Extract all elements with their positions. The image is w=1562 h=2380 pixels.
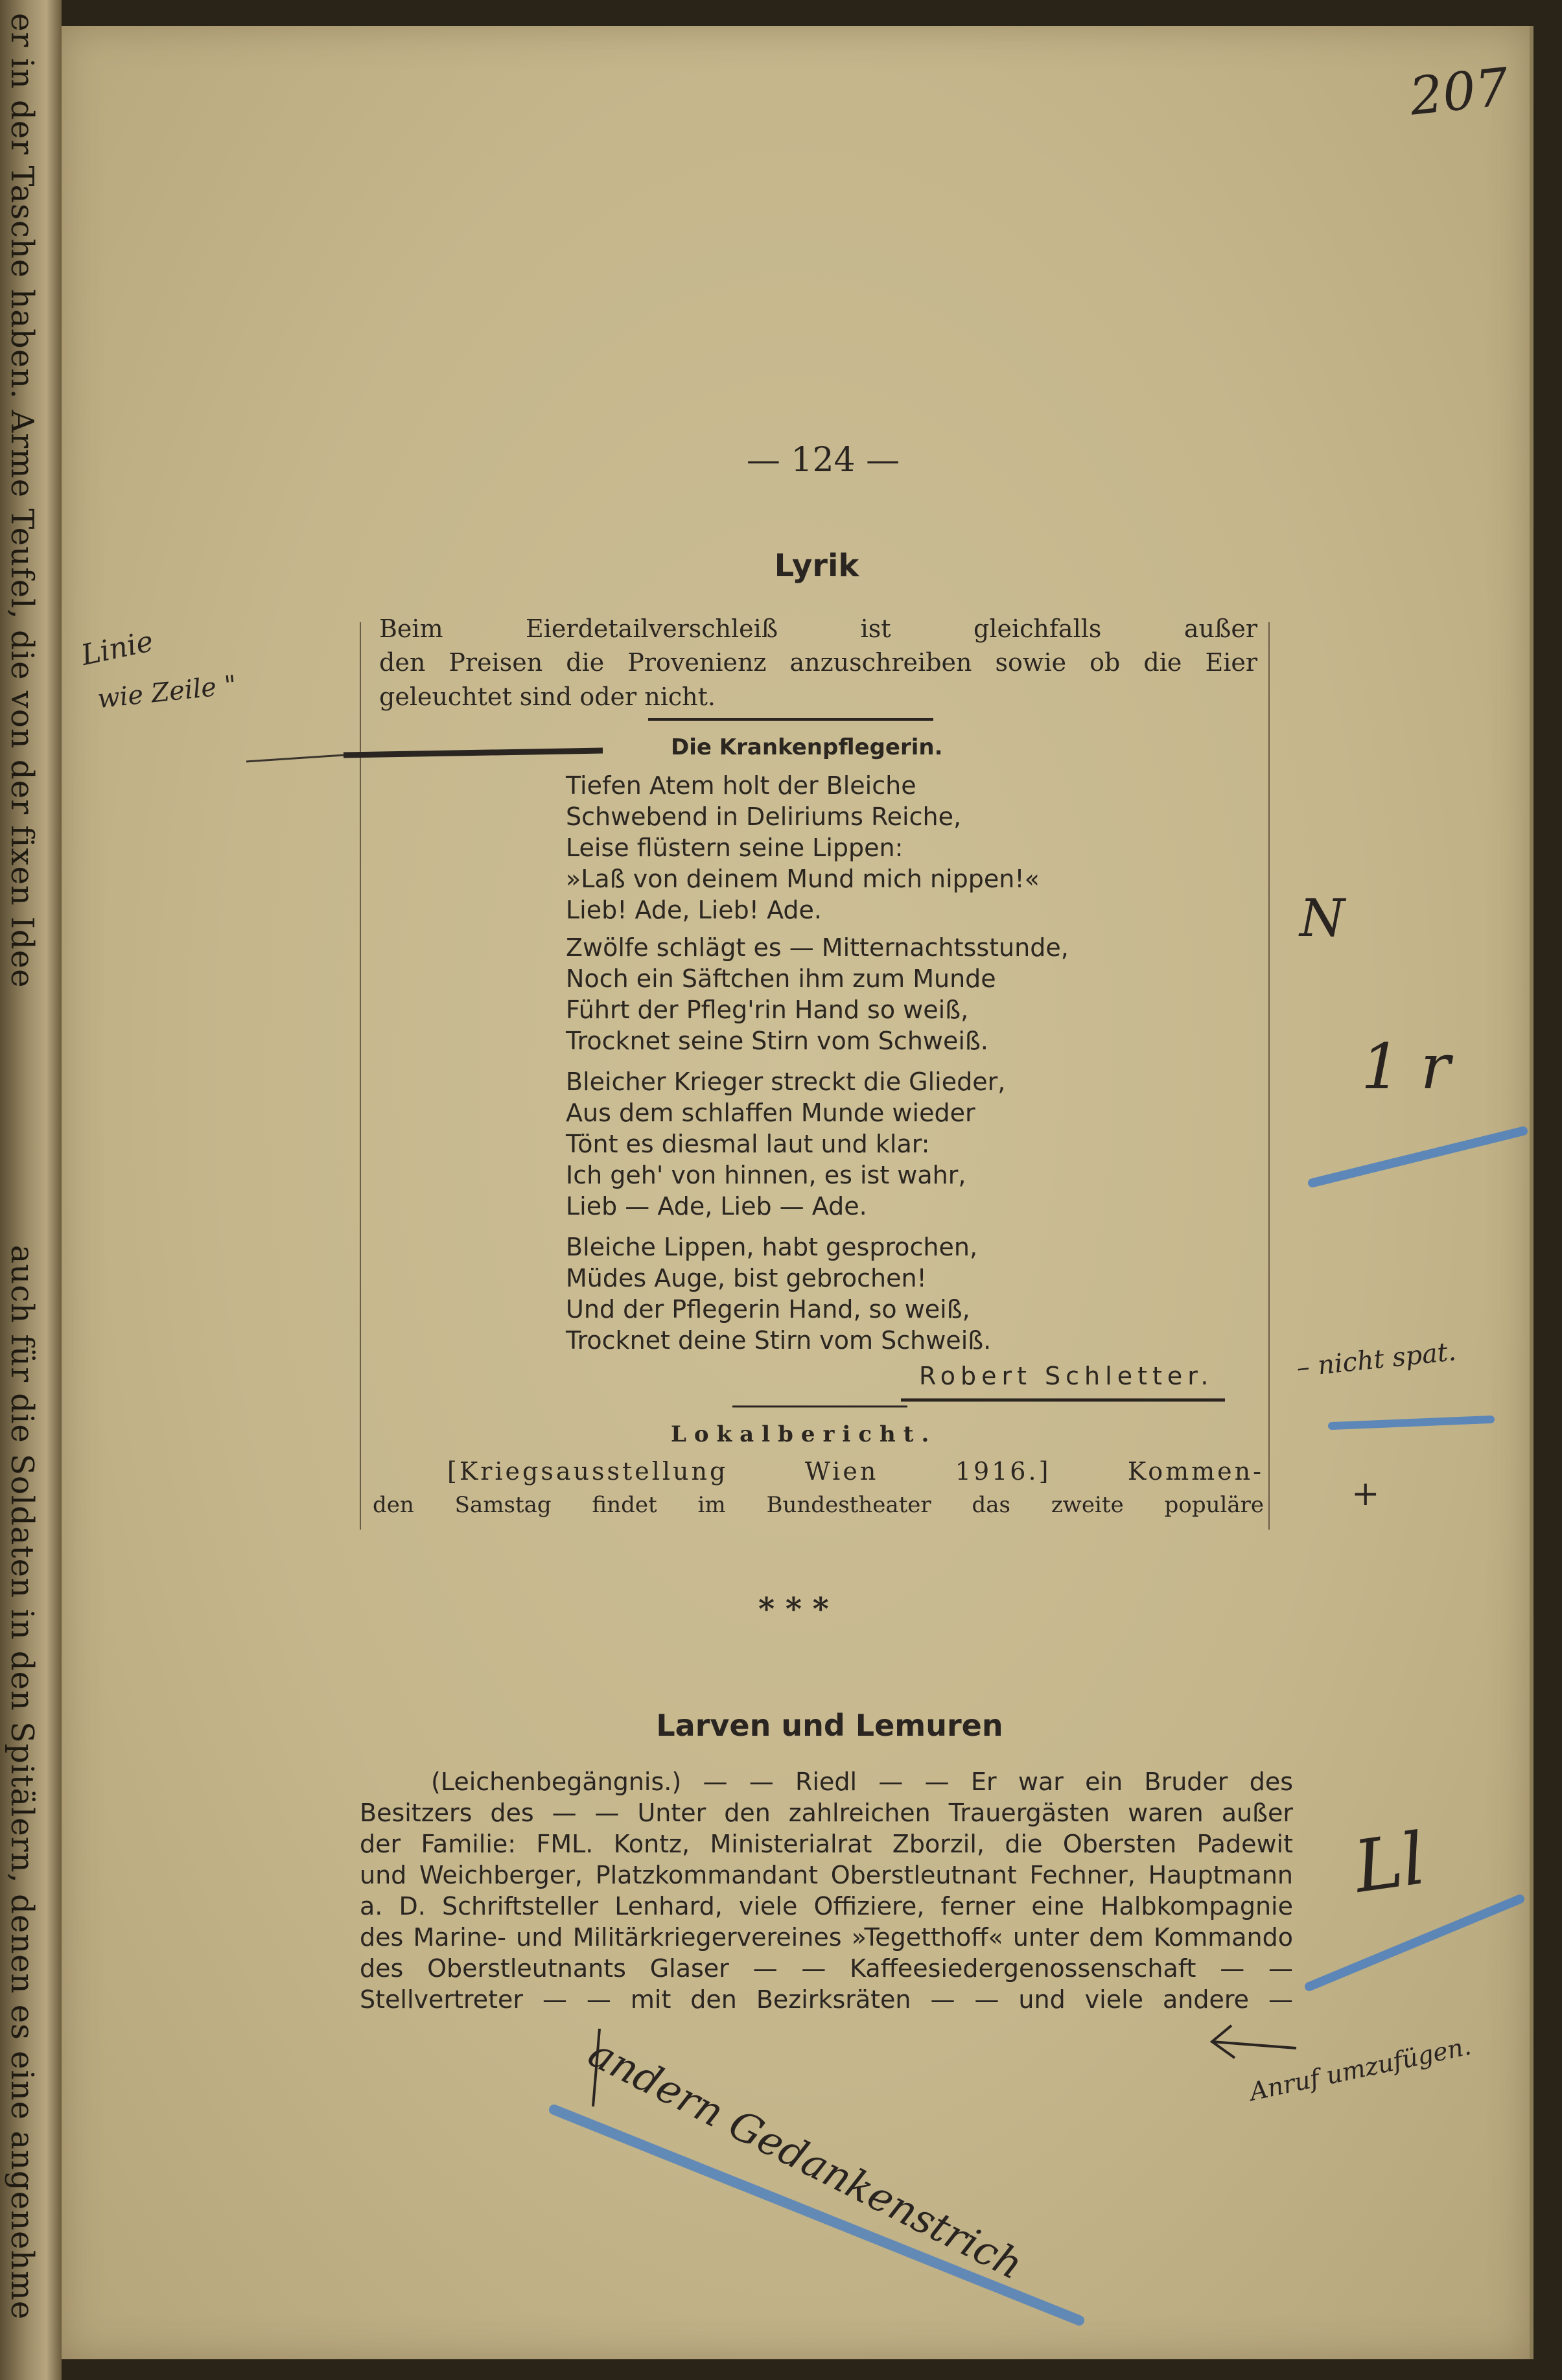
section-title-lyrik: Lyrik (774, 548, 859, 584)
section-divider-stars: * * * (758, 1591, 829, 1628)
ink-arrow (1212, 2025, 1296, 2058)
intro-line-3: geleuchtet sind oder nicht. (379, 682, 716, 711)
lokalbericht-title: Lokalbericht. (671, 1421, 937, 1447)
larven-line: Besitzers des — — Unter den zahlreichen Trauergästen waren außer (360, 1799, 1293, 1827)
lokalbericht-line-1: [Kriegsausstellung Wien 1916.] Kommen- (447, 1457, 1264, 1486)
poem-line: Schwebend in Deliriums Reiche, (566, 802, 962, 831)
larven-line: des Marine- und Militärkriegervereines »Tegetthoff« unter dem Kommando (360, 1923, 1293, 1952)
diagonal-note-gedankenstrich: andern Gedankenstrich (581, 2029, 1031, 2289)
lokalbericht-line-2: den Samstag findet im Bundestheater das zweite populäre (373, 1492, 1264, 1518)
poem-line: Leise flüstern seine Lippen: (566, 834, 903, 862)
larven-line: des Oberstleutnants Glaser — — Kaffeesiedergenossenschaft — — (360, 1954, 1293, 1983)
poem-line: Bleicher Krieger streckt die Glieder, (566, 1068, 1006, 1096)
poem-line: Bleiche Lippen, habt gesprochen, (566, 1233, 978, 1261)
poem-line: Und der Pflegerin Hand, so weiß, (566, 1295, 970, 1324)
larven-line: und Weichberger, Platzkommandant Oberstleutnant Fechner, Hauptmann (360, 1861, 1293, 1889)
margin-mark-n: N (1300, 888, 1345, 948)
poem-line: Ich geh' von hinnen, es ist wahr, (566, 1161, 966, 1189)
blue-pencil-mark-2 (1332, 1419, 1491, 1426)
blue-pencil-mark-1 (1312, 1131, 1523, 1183)
blue-pencil-mark-diagonal (554, 2110, 1079, 2320)
poem-line: »Laß von deinem Mund mich nippen!« (566, 865, 1040, 893)
poem-line: Tönt es diesmal laut und klar: (566, 1130, 930, 1158)
intro-line-1: Beim Eierdetailverschleiß ist gleichfalls außer (379, 614, 1257, 643)
poem-line: Tiefen Atem holt der Bleiche (566, 771, 916, 800)
poem-line: Lieb! Ade, Lieb! Ade. (566, 896, 822, 924)
poem-line: Noch ein Säftchen ihm zum Munde (566, 964, 996, 993)
ink-vertical-stroke (593, 2029, 600, 2106)
poem-line: Führt der Pfleg'rin Hand so weiß, (566, 996, 969, 1024)
poem-line: Lieb — Ade, Lieb — Ade. (566, 1192, 867, 1220)
page-number: — 124 — (746, 441, 900, 480)
larven-line: der Familie: FML. Kontz, Ministerialrat Zborzil, die Obersten Padewit (360, 1830, 1293, 1858)
poem-title: Die Krankenpflegerin. (671, 734, 943, 760)
poem-line: Aus dem schlaffen Munde wieder (566, 1099, 975, 1127)
spine-text-bottom: auch für die Soldaten in den Spitälern, denen es eine angenehme (4, 1244, 40, 2320)
poem-line: Zwölfe schlägt es — Mitternachtsstunde, (566, 933, 1069, 962)
margin-note-linie: Linie (78, 624, 156, 673)
margin-note-anruf: Anruf umzufügen. (1247, 2031, 1474, 2106)
intro-line-2: den Preisen die Provenienz anzuschreiben sowie ob die Eier (379, 648, 1257, 677)
larven-line: a. D. Schriftsteller Lenhard, viele Offiziere, ferner eine Halbkompagnie (360, 1892, 1293, 1920)
section-title-larven: Larven und Lemuren (656, 1708, 1003, 1743)
folio-number: 207 (1406, 56, 1512, 127)
spine-text-top: er in der Tasche haben. Arme Teufel, die von der fixen Idee (4, 13, 40, 988)
ink-guide-line (246, 755, 344, 762)
blue-pencil-mark-3 (1309, 1899, 1520, 1987)
larven-line: Stellvertreter — — mit den Bezirksräten — — und viele andere — (360, 1985, 1293, 2014)
margin-mark-1r: 1 r (1361, 1031, 1451, 1103)
poem-author: Robert Schletter. (919, 1362, 1214, 1390)
margin-note-nicht-spat: – nicht spat. (1295, 1336, 1458, 1383)
poem-line: Müdes Auge, bist gebrochen! (566, 1264, 927, 1292)
poem-line: Trocknet deine Stirn vom Schweiß. (566, 1326, 992, 1355)
poem-line: Trocknet seine Stirn vom Schweiß. (566, 1027, 988, 1055)
margin-mark-plus: + (1351, 1475, 1380, 1513)
ink-strike-line (344, 751, 603, 755)
larven-line: (Leichenbegängnis.) — — Riedl — — Er war ein Bruder des (431, 1768, 1293, 1796)
margin-mark-ll: Ll (1349, 1817, 1430, 1909)
margin-note-wie-zeile: wie Zeile " (96, 670, 239, 715)
